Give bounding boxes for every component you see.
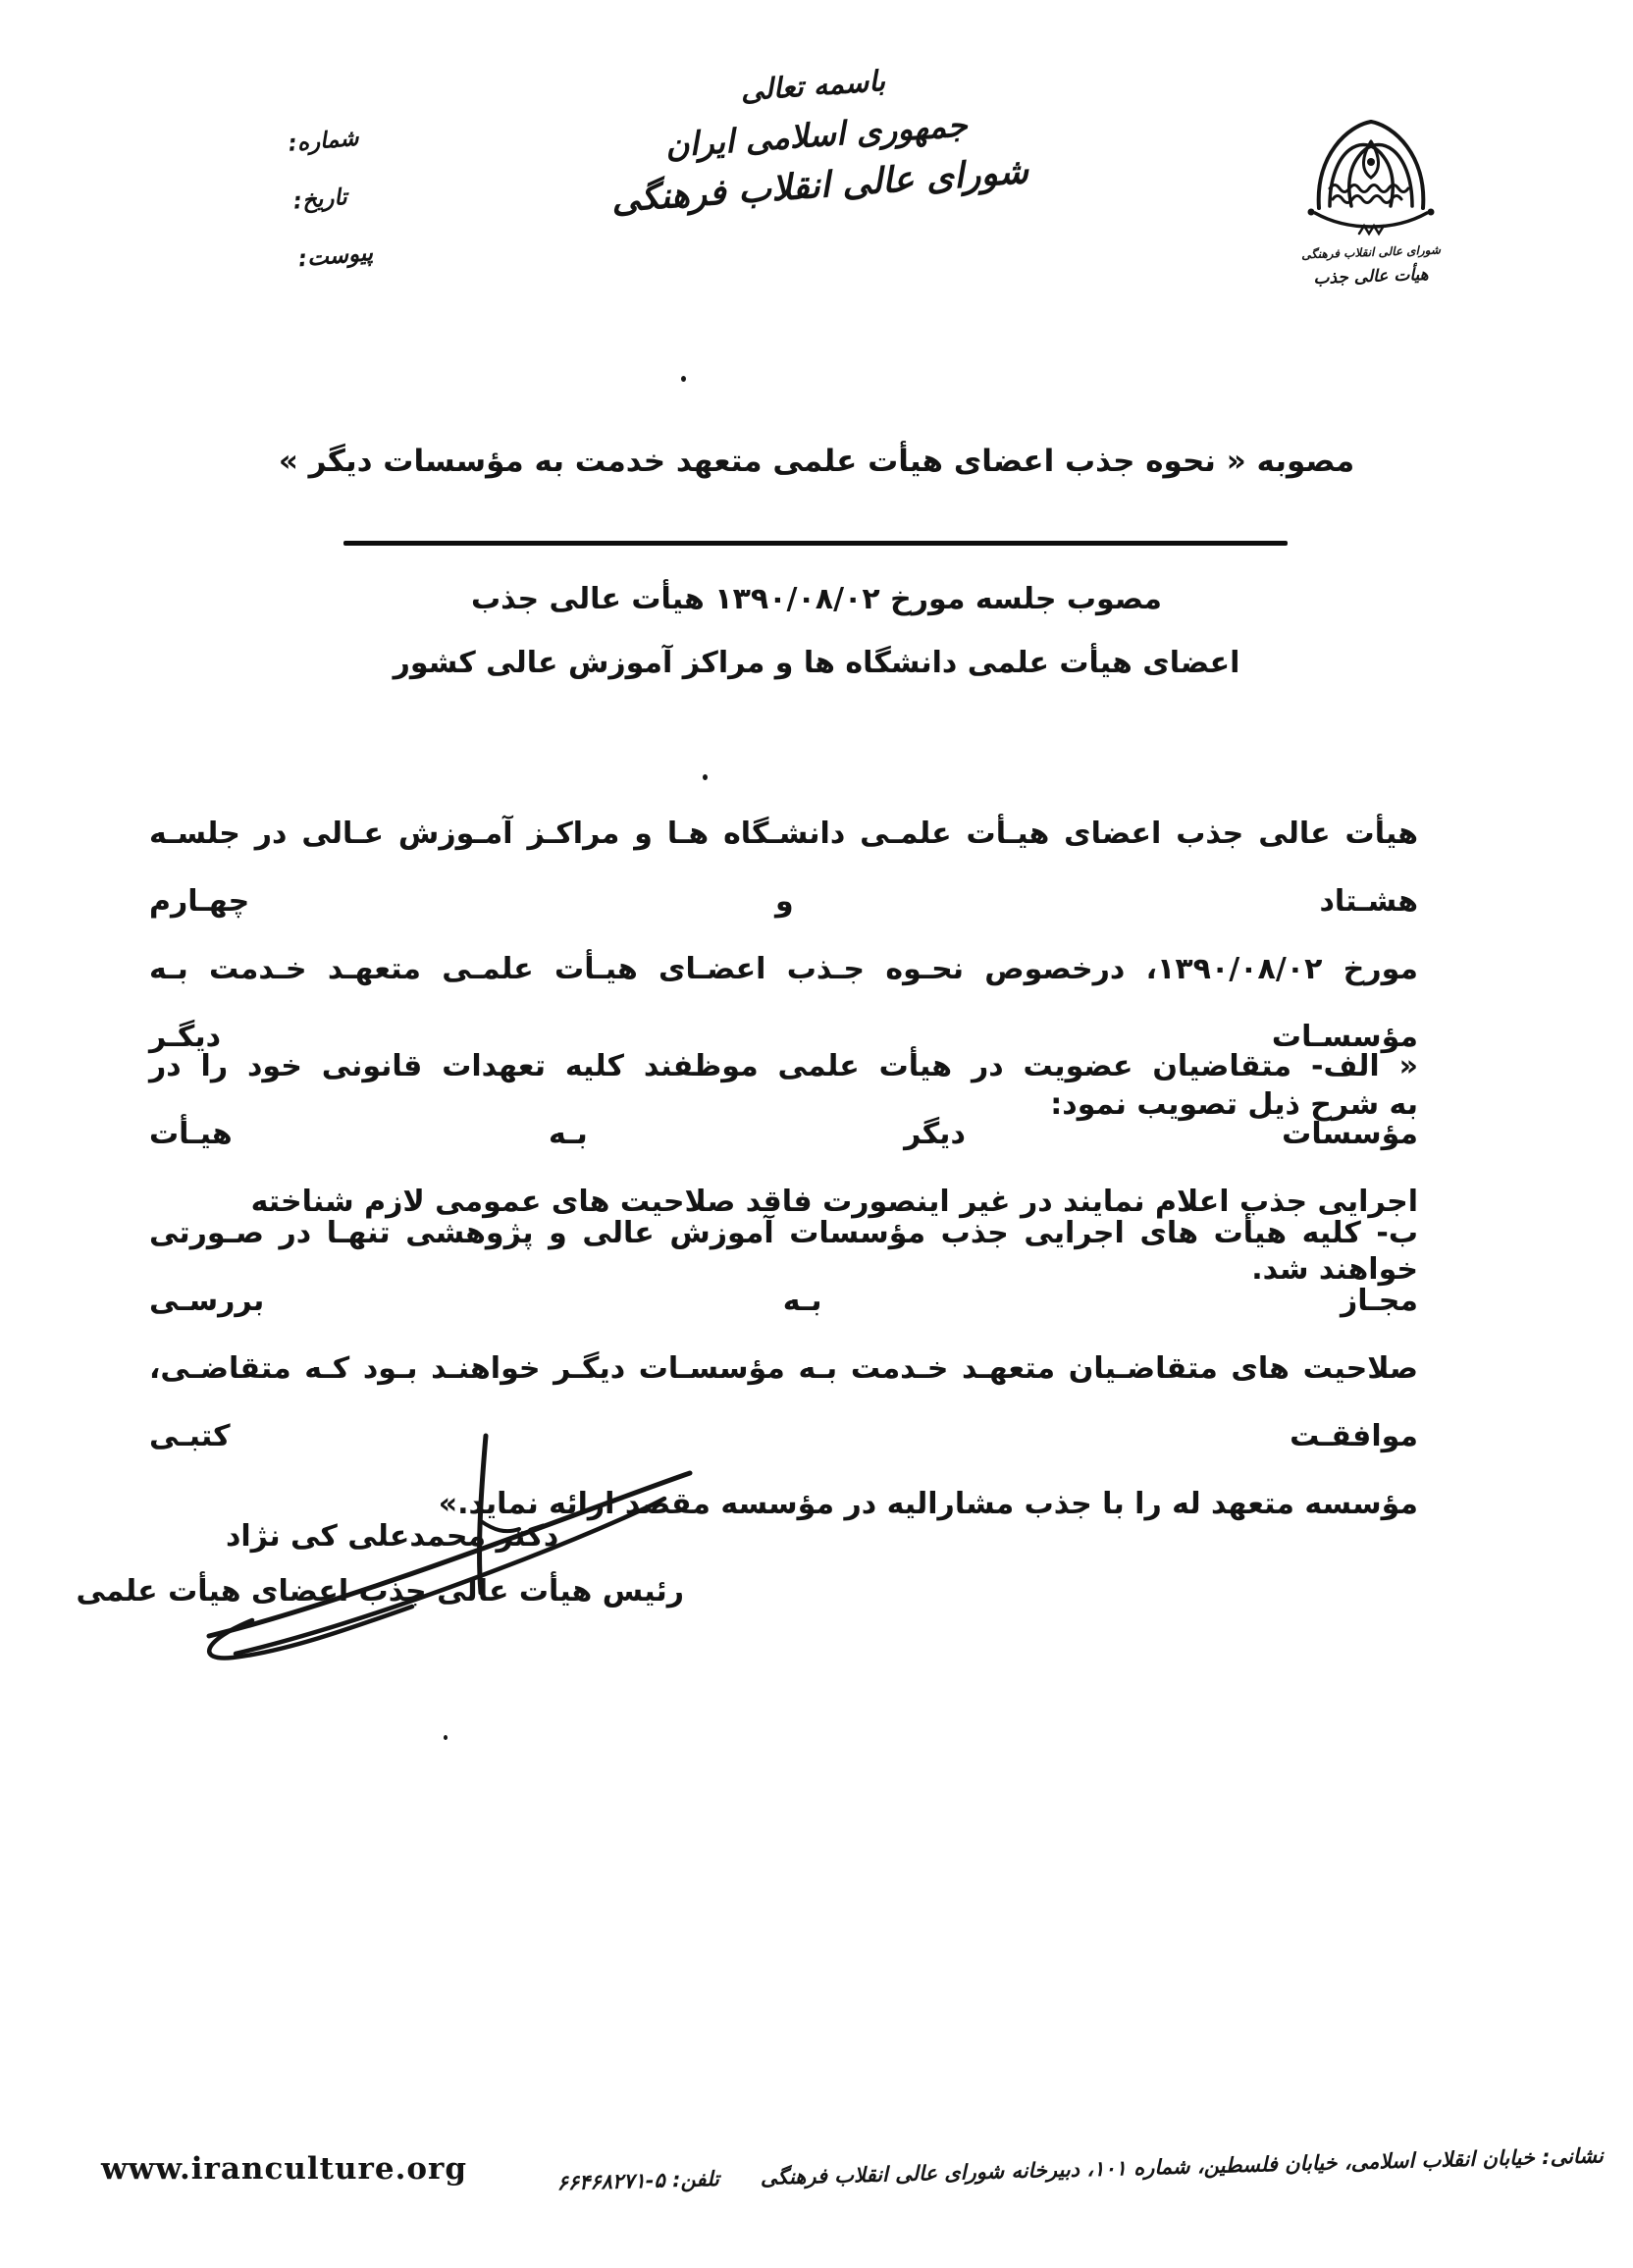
scan-artifact-dot: [681, 376, 686, 382]
footer-address: نشانی: خیابان انقلاب اسلامی، خیابان فلسطین، شماره ۱۰۱، دبیرخانه شورای عالی انقلاب فرهنگی: [760, 2143, 1605, 2189]
date-label: تاریخ:: [291, 184, 348, 215]
council-line: شورای عالی انقلاب فرهنگی: [609, 151, 1030, 221]
subtitle-session-line: مصوب جلسه مورخ ۱۳۹۰/۰۸/۰۲ هیأت عالی جذب: [471, 582, 1162, 616]
signatory-name: دکتر محمدعلی کی نژاد: [226, 1519, 559, 1554]
bismillah-line: باسمه تعالی: [739, 64, 887, 108]
letterhead-center: [604, 54, 1029, 220]
number-label: شماره:: [287, 125, 360, 157]
scan-artifact-dot: [444, 1735, 448, 1740]
footer-address-line: [556, 2143, 1605, 2195]
signatory-role: رئیس هیأت عالی جذب اعضای هیأت علمی: [76, 1574, 684, 1609]
republic-line: جمهوری اسلامی ایران: [663, 105, 969, 165]
body-line: هیأت عالی جذب اعضای هیـأت علمـی دانشـگاه هـا و مراکـز آمـوزش عـالی در جلسـه هشـتاد و چهـارم: [149, 817, 1418, 919]
body-line: مورخ ۱۳۹۰/۰۸/۰۲، درخصوص نحـوه جـذب اعضـای هیـأت علمـی متعهـد خـدمت بـه مؤسسـات دیگـر: [149, 952, 1419, 1054]
subtitle-board-line: اعضای هیأت علمی دانشگاه ها و مراکز آموزش عالی کشور: [393, 646, 1240, 680]
attachment-label: پیوست:: [296, 239, 375, 273]
reference-block: [288, 121, 430, 305]
body-line: اجرایی جذب اعلام نمایند در غیر اینصورت فاقد صلاحیت های عمومی لازم شناخته خواهند شد.: [250, 1185, 1418, 1287]
decree-title: مصوبه « نحوه جذب اعضای هیأت علمی متعهد خدمت به مؤسسات دیگر »: [278, 444, 1355, 479]
body-line: ب- کلیه هیأت های اجرایی جذب مؤسسات آموزش عالی و پژوهشی تنهـا در صـورتی مجـاز بـه بررسـی: [149, 1216, 1418, 1318]
council-emblem-icon: [1288, 114, 1454, 243]
footer-phone: [556, 2167, 719, 2194]
footer-phone-number: ۶۶۴۶۸۲۷۱-۵: [556, 2168, 666, 2195]
emblem-caption-council: شورای عالی انقلاب فرهنگی: [1300, 242, 1442, 262]
footer-phone-label: تلفن:: [671, 2167, 720, 2192]
scan-artifact-dot: [703, 774, 708, 780]
body-line: صلاحیت های متقاضـیان متعهـد خـدمت بـه مؤسسـات دیگـر خواهنـد بـود کـه متقاضـی، موافقـت کتبـی: [149, 1351, 1418, 1453]
body-line: مؤسسه متعهد له را با جذب مشارالیه در مؤسسه مقصد ارائه نماید.»: [438, 1487, 1418, 1521]
emblem-caption-board: هیأت عالی جذب: [1313, 264, 1429, 290]
emblem-block: [1288, 114, 1454, 290]
body-line: « الف- متقاضیان عضویت در هیأت علمی موظفند کلیه تعهدات قانونی خود را در مؤسسات دیگر بـه هیـأت: [149, 1049, 1418, 1151]
footer-website: www.iranculture.org: [101, 2151, 468, 2187]
body-line: به شرح ذیل تصویب نمود:: [1050, 1087, 1418, 1122]
title-divider-rule: [343, 541, 1288, 546]
